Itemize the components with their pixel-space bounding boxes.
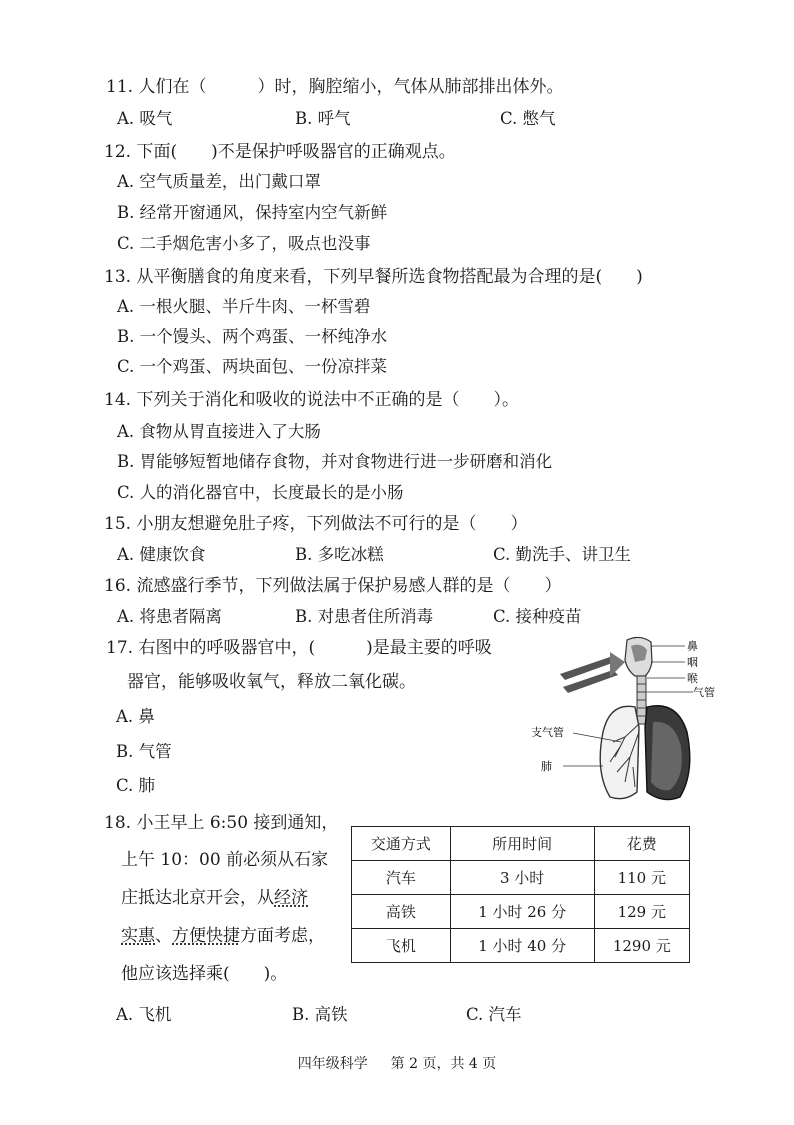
q14-stem: 14. 下列关于消化和吸收的说法中不正确的是（ ）。 xyxy=(104,390,519,410)
q13-stem: 13. 从平衡膳食的角度来看，下列早餐所选食物搭配最为合理的是( ) xyxy=(104,267,643,287)
q12-option-c: C. 二手烟危害小多了，吸点也没事 xyxy=(117,234,371,253)
table-header-cell: 交通方式 xyxy=(352,827,451,861)
q18-line4: 实惠、方便快捷方面考虑， xyxy=(121,926,325,946)
q14-option-c: C. 人的消化器官中，长度最长的是小肠 xyxy=(117,483,404,502)
q14-option-b: B. 胃能够短暂地储存食物，并对食物进行进一步研磨和消化 xyxy=(117,452,553,471)
q18-dotted-jingji: 经济 xyxy=(274,888,308,908)
q13-option-b: B. 一个馒头、两个鸡蛋、一杯纯净水 xyxy=(117,327,388,346)
q11-stem: 11. 人们在（ ）时，胸腔缩小，气体从肺部排出体外。 xyxy=(106,77,564,97)
q11-option-c: C. 憋气 xyxy=(500,109,556,128)
q18-line5: 他应该选择乘( )。 xyxy=(121,964,288,984)
q17-option-b: B. 气管 xyxy=(116,742,172,761)
table-row xyxy=(352,929,690,963)
q15-option-c: C. 勤洗手、讲卫生 xyxy=(493,545,632,564)
airflow-arrow-icon xyxy=(560,652,625,693)
table-cell: 110 元 xyxy=(594,861,689,895)
table-cell: 飞机 xyxy=(352,929,451,963)
table-header-cell: 花费 xyxy=(594,827,689,861)
table-cell: 129 元 xyxy=(594,895,689,929)
q14-option-a: A. 食物从胃直接进入了大肠 xyxy=(117,422,321,441)
label-bronchi: 支气管 xyxy=(531,726,564,739)
page-footer xyxy=(0,1053,794,1073)
q16-option-b: B. 对患者住所消毒 xyxy=(295,607,434,626)
table-cell: 1290 元 xyxy=(594,929,689,963)
table-cell: 汽车 xyxy=(352,861,451,895)
q11-option-a: A. 吸气 xyxy=(117,109,173,128)
q16-option-c: C. 接种疫苗 xyxy=(493,607,582,626)
label-larynx: 喉 xyxy=(687,672,698,685)
label-pharynx: 咽 xyxy=(687,656,698,669)
q17-stem-line1: 17. 右图中的呼吸器官中，( )是最主要的呼吸 xyxy=(106,638,492,658)
q18-option-a: A. 飞机 xyxy=(116,1005,172,1024)
q18-option-b: B. 高铁 xyxy=(292,1005,348,1024)
q17-option-c: C. 肺 xyxy=(116,776,156,795)
q12-option-a: A. 空气质量差，出门戴口罩 xyxy=(117,172,321,191)
table-header-row xyxy=(352,827,690,861)
label-nose: 鼻 xyxy=(687,640,698,653)
q17-option-a: A. 鼻 xyxy=(116,707,155,726)
q17-stem-line2: 器官，能够吸收氧气，释放二氧化碳。 xyxy=(127,672,416,692)
table-cell: 高铁 xyxy=(352,895,451,929)
q18-dotted-fangbian: 方便快捷 xyxy=(172,926,240,946)
q13-option-a: A. 一根火腿、半斤牛肉、一杯雪碧 xyxy=(117,297,371,316)
q12-stem: 12. 下面( )不是保护呼吸器官的正确观点。 xyxy=(104,142,456,162)
table-cell: 3 小时 xyxy=(450,861,594,895)
table-row xyxy=(352,861,690,895)
q13-option-c: C. 一个鸡蛋、两块面包、一份凉拌菜 xyxy=(117,357,388,376)
table-cell: 1 小时 26 分 xyxy=(450,895,594,929)
q15-option-a: A. 健康饮食 xyxy=(117,545,206,564)
table-cell: 1 小时 40 分 xyxy=(450,929,594,963)
q18-dotted-shihui: 实惠 xyxy=(121,926,155,946)
table-row xyxy=(352,895,690,929)
transport-table xyxy=(351,826,690,963)
q18-line1: 18. 小王早上 6:50 接到通知， xyxy=(104,813,339,833)
footer-page-number: 第 2 页，共 4 页 xyxy=(390,1056,497,1072)
q15-option-b: B. 多吃冰糕 xyxy=(295,545,384,564)
respiratory-system-diagram xyxy=(531,632,735,812)
q18-line2: 上午 10：00 前必须从石家 xyxy=(121,850,329,870)
footer-subject: 四年级科学 xyxy=(297,1056,368,1072)
q12-option-b: B. 经常开窗通风，保持室内空气新鲜 xyxy=(117,203,388,222)
q16-option-a: A. 将患者隔离 xyxy=(117,607,222,626)
q16-stem: 16. 流感盛行季节，下列做法属于保护易感人群的是（ ） xyxy=(104,576,562,596)
q15-stem: 15. 小朋友想避免肚子疼，下列做法不可行的是（ ） xyxy=(104,514,528,534)
table-header-cell: 所用时间 xyxy=(450,827,594,861)
label-trachea: 气管 xyxy=(693,686,715,699)
q18-option-c: C. 汽车 xyxy=(466,1005,522,1024)
label-lung: 肺 xyxy=(541,760,552,773)
q18-line3: 庄抵达北京开会，从经济 xyxy=(121,888,308,908)
q11-option-b: B. 呼气 xyxy=(295,109,351,128)
